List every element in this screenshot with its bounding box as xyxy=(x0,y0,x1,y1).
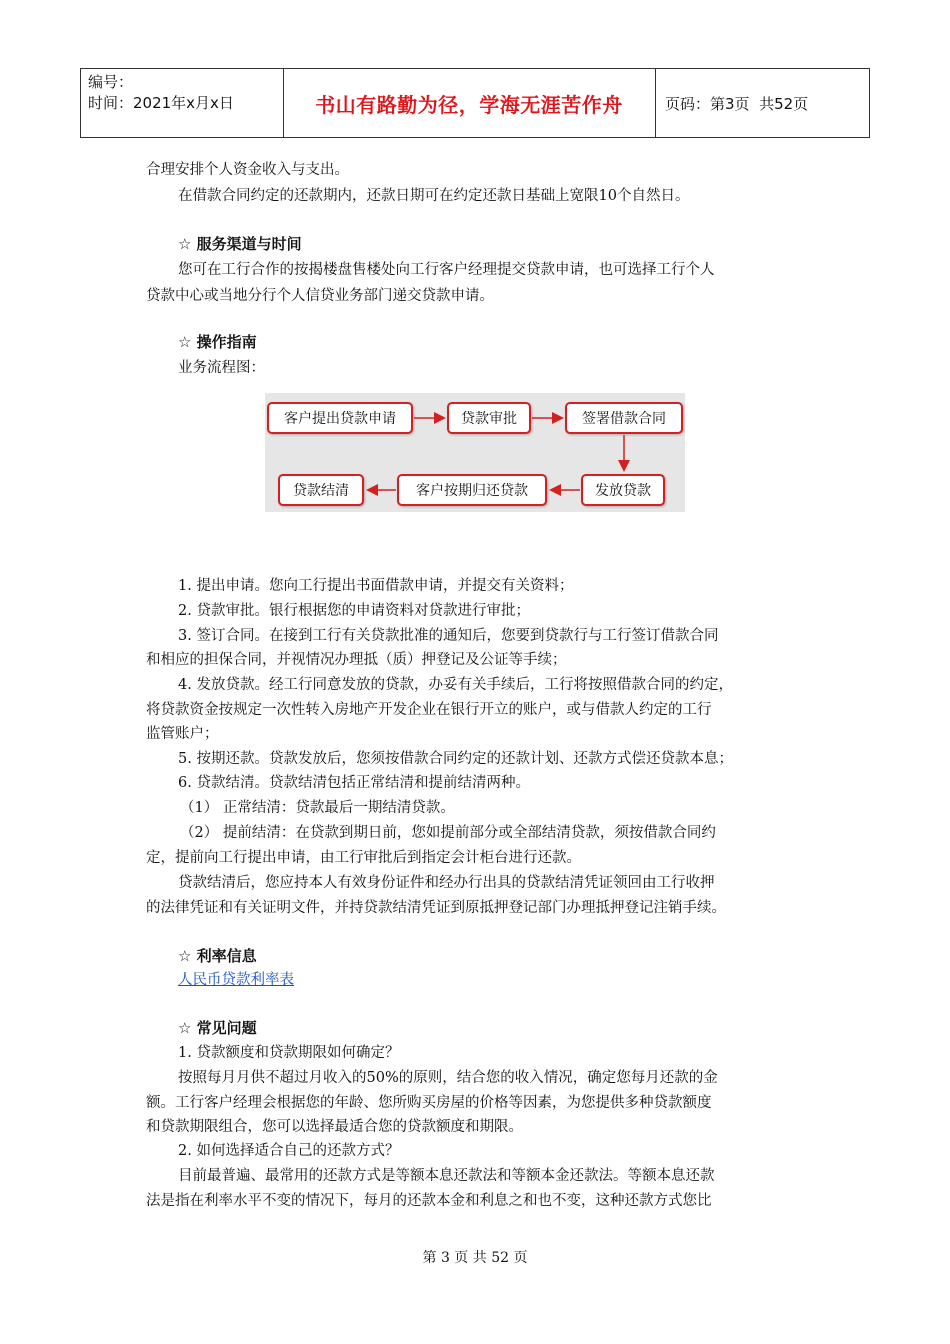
header-page-info: 页码：第3页 共52页 xyxy=(665,94,809,113)
header-divider xyxy=(80,69,81,137)
header-divider xyxy=(655,69,656,137)
step-line: 监管账户； xyxy=(146,726,219,742)
paragraph-line: 贷款中心或当地分行个人信贷业务部门递交贷款申请。 xyxy=(146,288,494,304)
flow-step-repay: 客户按期归还贷款 xyxy=(397,474,547,506)
faq-answer-line: 法是指在利率水平不变的情况下，每月的还款本金和利息之和也不变，这种还款方式您比 xyxy=(146,1193,712,1209)
step-line: 和相应的担保合同，并视情况办理抵（质）押登记及公证等手续； xyxy=(146,652,567,668)
step-line: 定，提前向工行提出申请，由工行审批后到指定会计柜台进行还款。 xyxy=(146,850,581,866)
step-line: （2） 提前结清：在贷款到期日前，您如提前部分或全部结清贷款，须按借款合同约 xyxy=(180,825,716,841)
header-number: 编号： xyxy=(88,73,134,91)
faq-answer-line: 目前最普遍、最常用的还款方式是等额本息还款法和等额本金还款法。等额本息还款 xyxy=(178,1168,715,1184)
faq-answer-line: 和贷款期限组合，您可以选择最适合您的贷款额度和期限。 xyxy=(146,1119,523,1135)
faq-answer-line: 按照每月月供不超过月收入的50%的原则，结合您的收入情况，确定您每月还款的金 xyxy=(178,1070,718,1086)
header-motto: 书山有路勤为径，学海无涯苦作舟 xyxy=(315,92,623,117)
step-line: 6. 贷款结清。贷款结清包括正常结清和提前结清两种。 xyxy=(178,775,530,791)
paragraph-line: 您可在工行合作的按揭楼盘售楼处向工行客户经理提交贷款申请，也可选择工行个人 xyxy=(178,262,715,278)
paragraph-line: 合理安排个人资金收入与支出。 xyxy=(146,162,349,178)
flow-step-settle: 贷款结清 xyxy=(278,474,364,506)
step-line: 3. 签订合同。在接到工行有关贷款批准的通知后，您要到贷款行与工行签订借款合同 xyxy=(178,628,719,644)
paragraph-line: 在借款合同约定的还款期内，还款日期可在约定还款日基础上宽限10个自然日。 xyxy=(178,188,690,204)
section-heading-guide: ☆ 操作指南 xyxy=(178,333,257,351)
header-meta xyxy=(88,72,234,114)
page-footer: 第 3 页 共 52 页 xyxy=(422,1250,528,1266)
faq-question: 2. 如何选择适合自己的还款方式？ xyxy=(178,1143,400,1159)
rate-table-link[interactable]: 人民币贷款利率表 xyxy=(178,972,294,988)
step-line: 2. 贷款审批。银行根据您的申请资料对贷款进行审批； xyxy=(178,603,530,619)
page-header xyxy=(80,68,870,138)
section-heading-channel: ☆ 服务渠道与时间 xyxy=(178,235,302,253)
business-flow-diagram xyxy=(265,393,685,512)
faq-question: 1. 贷款额度和贷款期限如何确定？ xyxy=(178,1045,400,1061)
section-heading-rate: ☆ 利率信息 xyxy=(178,947,257,965)
flow-arrows xyxy=(265,393,685,512)
paragraph-line: 的法律凭证和有关证明文件，并持贷款结清凭证到原抵押登记部门办理抵押登记注销手续。 xyxy=(146,900,726,916)
flow-caption: 业务流程图： xyxy=(178,360,265,376)
paragraph-line: 贷款结清后，您应持本人有效身份证件和经办行出具的贷款结清凭证领回由工行收押 xyxy=(178,875,715,891)
flow-step-approve: 贷款审批 xyxy=(447,402,531,434)
flow-step-sign: 签署借款合同 xyxy=(565,402,683,434)
step-line: 4. 发放贷款。经工行同意发放的贷款，办妥有关手续后，工行将按照借款合同的约定， xyxy=(178,677,733,693)
flow-step-apply: 客户提出贷款申请 xyxy=(267,402,413,434)
flow-step-disburse: 发放贷款 xyxy=(581,474,665,506)
step-line: （1） 正常结清：贷款最后一期结清贷款。 xyxy=(180,800,455,816)
faq-answer-line: 额。工行客户经理会根据您的年龄、您所购买房屋的价格等因素，为您提供多种贷款额度 xyxy=(146,1095,712,1111)
step-line: 将贷款资金按规定一次性转入房地产开发企业在银行开立的账户，或与借款人约定的工行 xyxy=(146,702,712,718)
header-time: 时间：2021年x月x日 xyxy=(88,94,234,112)
section-heading-faq: ☆ 常见问题 xyxy=(178,1019,257,1037)
step-line: 5. 按期还款。贷款发放后，您须按借款合同约定的还款计划、还款方式偿还贷款本息； xyxy=(178,751,733,767)
header-divider xyxy=(869,69,870,137)
step-line: 1. 提出申请。您向工行提出书面借款申请，并提交有关资料； xyxy=(178,578,574,594)
